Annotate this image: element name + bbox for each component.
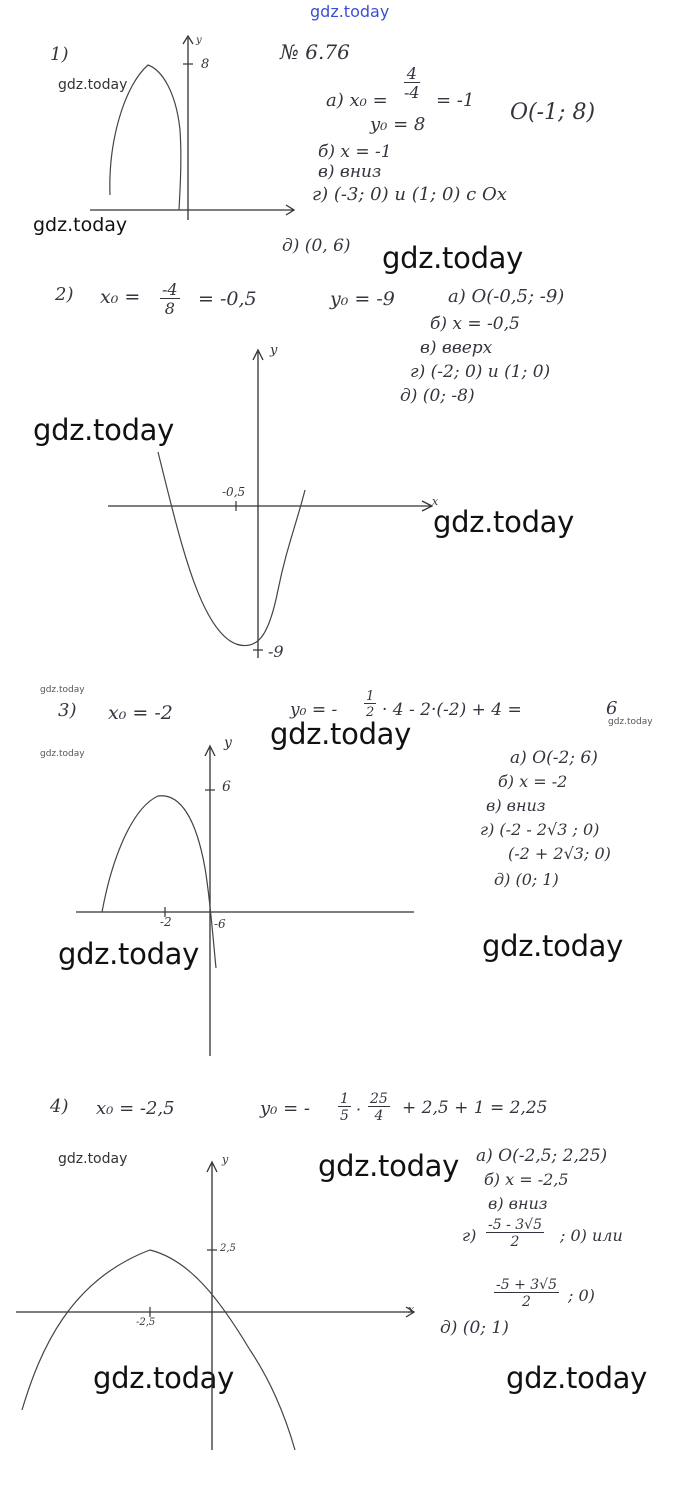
part4-axis-x-label: x (408, 1303, 415, 1316)
part4-root2-suffix: ; 0) (568, 1286, 595, 1305)
part1-axis-eq: б) x = -1 (318, 142, 392, 162)
part3-tick-x-6-label: -6 (214, 917, 226, 931)
part1-y0: y₀ = 8 (370, 114, 426, 135)
part3-y0-rest: · 4 - 2·(-2) + 4 = (382, 700, 522, 720)
part1-roots: г) (-3; 0) и (1; 0) с Ox (312, 184, 507, 205)
watermark: gdz.today (608, 717, 653, 727)
part2-roots: г) (-2; 0) и (1; 0) (410, 362, 551, 382)
part3-axis-y-label: y (224, 735, 232, 751)
parabola-curve (110, 65, 181, 210)
fraction-numerator: -4 (162, 280, 178, 299)
part4-y0-fraction1 (338, 1092, 351, 1123)
part4-y0-rest: + 2,5 + 1 = 2,25 (402, 1098, 548, 1118)
watermark: gdz.today (58, 1151, 128, 1167)
part2-x0-lhs: x₀ = (100, 286, 141, 308)
watermark: gdz.today (33, 413, 175, 447)
fraction-denominator: 2 (522, 1294, 531, 1310)
part4-y0-fraction2 (368, 1092, 390, 1123)
part3-tick-6-label: 6 (222, 779, 231, 795)
part2-axis-eq: б) x = -0,5 (430, 314, 520, 334)
part4-y0-lhs: y₀ = - (260, 1098, 310, 1119)
part4-axis-eq: б) x = -2,5 (484, 1170, 569, 1189)
watermark: gdz.today (382, 241, 524, 275)
part4-root1-prefix: г) (462, 1226, 477, 1245)
part1-graph (80, 30, 310, 230)
watermark: gdz.today (270, 717, 412, 751)
fraction-denominator: 5 (340, 1108, 349, 1124)
part1-x0-lhs: a) x₀ = (326, 90, 388, 111)
fraction-denominator: 2 (366, 705, 375, 720)
fraction-denominator: -4 (404, 83, 420, 102)
part4-vertex: а) O(-2,5; 2,25) (476, 1146, 608, 1166)
part1-x0-result: = -1 (436, 90, 475, 111)
fraction-numerator: 4 (404, 66, 420, 83)
part4-axis-y-label: y (222, 1153, 229, 1166)
part3-y0-fraction (364, 690, 376, 719)
part1-y-intercept: д) (0, 6) (282, 236, 351, 256)
part1-x0-fraction (404, 66, 420, 101)
part3-tick-x-neg2-label: -2 (160, 915, 172, 929)
part3-vertex: а) O(-2; 6) (510, 748, 598, 768)
watermark: gdz.today (40, 685, 85, 695)
watermark: gdz.today (433, 505, 575, 539)
part4-root1-suffix: ; 0) или (560, 1226, 623, 1245)
part3-y0-result: 6 (606, 698, 618, 719)
part3-axis-eq: б) x = -2 (498, 772, 568, 791)
part4-x0: x₀ = -2,5 (96, 1098, 175, 1119)
fraction-numerator: 1 (340, 1091, 349, 1107)
part1-direction: в) вниз (318, 162, 382, 182)
part4-direction: в) вниз (488, 1194, 548, 1213)
part3-x0: x₀ = -2 (108, 702, 173, 724)
watermark: gdz.today (58, 77, 128, 93)
part4-y-intercept: д) (0; 1) (440, 1318, 509, 1338)
watermark: gdz.today (33, 214, 128, 236)
part3-label: 3) (58, 700, 77, 721)
part2-vertex: а) O(-0,5; -9) (448, 286, 565, 307)
watermark: gdz.today (506, 1361, 648, 1395)
fraction-denominator: 8 (164, 299, 175, 318)
part2-label: 2) (55, 284, 74, 305)
watermark: gdz.today (93, 1361, 235, 1395)
part1-axis-y-label: y (196, 35, 202, 46)
part4-tick-y-label: 2,5 (220, 1243, 236, 1254)
part3-root1: г) (-2 - 2√3 ; 0) (480, 820, 600, 839)
parabola-curve (102, 796, 216, 968)
part3-y-intercept: д) (0; 1) (494, 870, 559, 889)
watermark: gdz.today (40, 749, 85, 759)
part2-tick-y-label: -9 (268, 642, 284, 661)
watermark: gdz.today (482, 929, 624, 963)
part1-label: 1) (50, 44, 69, 65)
watermark-top: gdz.today (310, 2, 390, 21)
part3-direction: в) вниз (486, 796, 546, 815)
part2-direction: в) вверх (420, 338, 493, 358)
part3-graph (70, 735, 420, 1058)
part2-graph (100, 340, 440, 670)
fraction-numerator: 1 (366, 689, 375, 704)
watermark: gdz.today (58, 937, 200, 971)
fraction-denominator: 2 (510, 1234, 520, 1250)
part2-y0: y₀ = -9 (330, 288, 395, 310)
part2-x0-result: = -0,5 (198, 288, 257, 310)
fraction-denominator: 4 (374, 1108, 384, 1124)
part4-root2-fraction (494, 1278, 559, 1309)
part4-root1-fraction (486, 1218, 544, 1249)
fraction-numerator: -5 + 3√5 (496, 1277, 558, 1293)
fraction-numerator: -5 - 3√5 (488, 1217, 543, 1233)
part2-tick-x-label: -0,5 (222, 485, 246, 499)
part1-tick-8: 8 (201, 57, 210, 72)
parabola-curve (22, 1250, 295, 1450)
part2-axis-x-label: x (432, 495, 439, 508)
part3-root2: (-2 + 2√3; 0) (508, 844, 611, 863)
part2-x0-fraction (160, 282, 180, 317)
part4-tick-x-label: -2,5 (136, 1317, 156, 1328)
part2-axis-y-label: y (270, 343, 278, 358)
part1-vertex: O(-1; 8) (510, 100, 596, 125)
part2-y-intercept: д) (0; -8) (400, 386, 475, 406)
part4-graph (10, 1150, 430, 1490)
watermark: gdz.today (318, 1149, 460, 1183)
problem-number: № 6.76 (280, 40, 350, 64)
fraction-numerator: 25 (370, 1091, 388, 1107)
parabola-curve (158, 452, 305, 646)
part3-y0-lhs: y₀ = - (290, 700, 338, 720)
part4-y0-dot: · (356, 1100, 362, 1119)
part4-label: 4) (50, 1096, 69, 1117)
